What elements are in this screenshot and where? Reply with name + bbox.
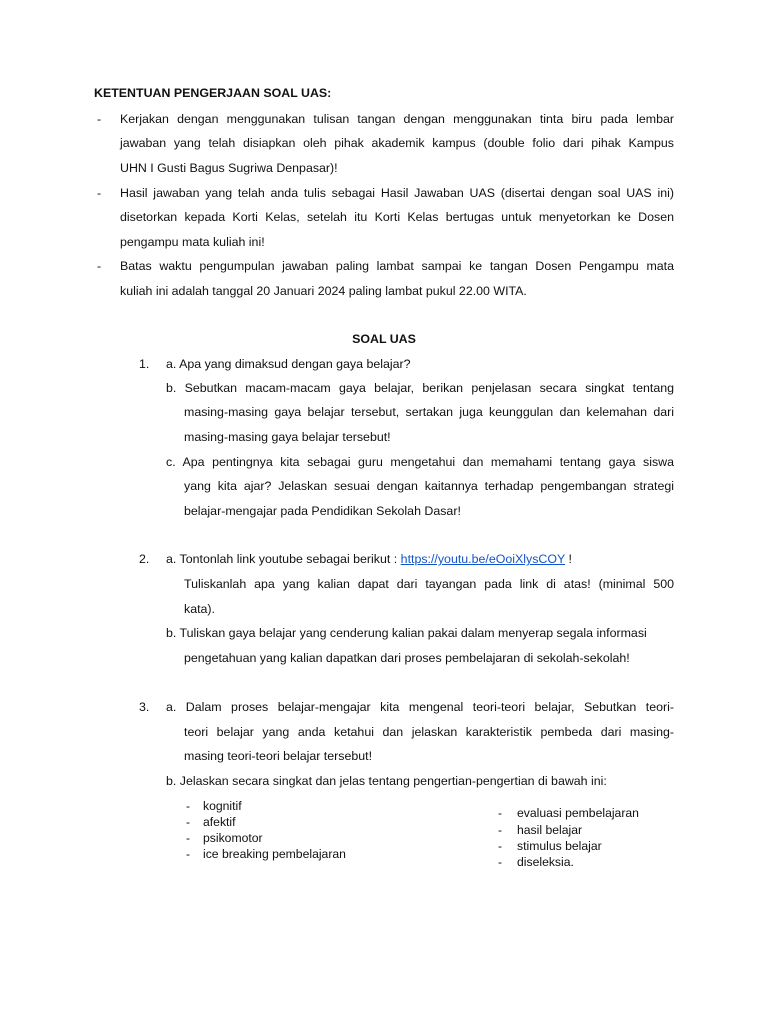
term-afektif: afektif [203, 815, 236, 829]
q2-a-suffix: ! [565, 552, 572, 566]
rule-1-bullet: - [97, 112, 102, 126]
q2-a2-line-2: kata). [184, 602, 215, 616]
q2-a-prefix: a. Tontonlah link youtube sebagai berikut : [166, 552, 401, 566]
q2-a-line [166, 552, 572, 566]
q1-b-line-1: b. Sebutkan macam-macam gaya belajar, berikan penjelasan secara singkat tentang [166, 381, 674, 395]
q1-number: 1. [139, 357, 150, 371]
term-kognitif: kognitif [203, 799, 242, 813]
rule-2-bullet: - [97, 186, 102, 200]
term-right-3-bullet: - [498, 839, 503, 853]
q1-a: a. Apa yang dimaksud dengan gaya belajar? [166, 357, 411, 371]
term-evaluasi: evaluasi pembelajaran [517, 806, 639, 820]
soal-uas-title: SOAL UAS [352, 332, 416, 346]
term-stimulus: stimulus belajar [517, 839, 602, 853]
q3-b: b. Jelaskan secara singkat dan jelas tentang pengertian-pengertian di bawah ini: [166, 774, 607, 788]
q2-number: 2. [139, 552, 150, 566]
term-ice-breaking: ice breaking pembelajaran [203, 847, 346, 861]
term-right-1-bullet: - [498, 806, 503, 820]
term-right-2-bullet: - [498, 823, 503, 837]
rule-2-line-3: pengampu mata kuliah ini! [120, 235, 265, 249]
rule-3-line-2: kuliah ini adalah tanggal 20 Januari 2024 paling lambat pukul 22.00 WITA. [120, 284, 527, 298]
term-hasil-belajar: hasil belajar [517, 823, 583, 837]
term-left-2-bullet: - [186, 815, 191, 829]
q1-b-line-2: masing-masing gaya belajar tersebut, sertakan juga keunggulan dan kelemahan dari [184, 405, 674, 419]
q1-c-line-3: belajar-mengajar pada Pendidikan Sekolah Dasar! [184, 504, 461, 518]
q1-c-line-2: yang kita ajar? Jelaskan sesuai dengan kaitannya terhadap pengembangan strategi [184, 479, 674, 493]
q2-b-line-1: b. Tuliskan gaya belajar yang cenderung kalian pakai dalam menyerap segala informasi [166, 626, 647, 640]
q2-a2-line-1: Tuliskanlah apa yang kalian dapat dari tayangan pada link di atas! (minimal 500 [184, 577, 674, 591]
term-left-3-bullet: - [186, 831, 191, 845]
rule-2-line-1: Hasil jawaban yang telah anda tulis sebagai Hasil Jawaban UAS (disertai dengan soal UAS ini) [120, 186, 674, 200]
rules-heading: KETENTUAN PENGERJAAN SOAL UAS: [94, 86, 332, 100]
rule-3-bullet: - [97, 259, 102, 273]
term-right-4-bullet: - [498, 855, 503, 869]
rule-3-line-1: Batas waktu pengumpulan jawaban paling lambat sampai ke tangan Dosen Pengampu mata [120, 259, 674, 273]
q3-a-line-3: masing teori-teori belajar tersebut! [184, 749, 373, 763]
q3-a-line-2: teori belajar yang anda ketahui dan jelaskan karakteristik pembeda dari masing- [184, 725, 674, 739]
rule-1-line-2: jawaban yang telah disiapkan oleh pihak akademik kampus (double folio dari pihak Kampus [120, 136, 674, 150]
term-psikomotor: psikomotor [203, 831, 263, 845]
term-left-1-bullet: - [186, 799, 191, 813]
q3-a-line-1: a. Dalam proses belajar-mengajar kita mengenal teori-teori belajar, Sebutkan teori- [166, 700, 674, 714]
term-diseleksia: diseleksia. [517, 855, 574, 869]
q1-b-line-3: masing-masing gaya belajar tersebut! [184, 430, 391, 444]
rule-1-line-1: Kerjakan dengan menggunakan tulisan tangan dengan menggunakan tinta biru pada lembar [120, 112, 674, 126]
q1-c-line-1: c. Apa pentingnya kita sebagai guru mengetahui dan memahami tentang gaya siswa [166, 455, 674, 469]
rule-2-line-2: disetorkan kepada Korti Kelas, setelah itu Korti Kelas bertugas untuk menyetorkan ke Dosen [120, 210, 674, 224]
term-left-4-bullet: - [186, 847, 191, 861]
rule-1-line-3: UHN I Gusti Bagus Sugriwa Denpasar)! [120, 161, 338, 175]
youtube-link[interactable]: https://youtu.be/eOoiXlysCOY [400, 552, 566, 566]
q3-number: 3. [139, 700, 150, 714]
q2-b-line-2: pengetahuan yang kalian dapatkan dari proses pembelajaran di sekolah-sekolah! [184, 651, 630, 665]
